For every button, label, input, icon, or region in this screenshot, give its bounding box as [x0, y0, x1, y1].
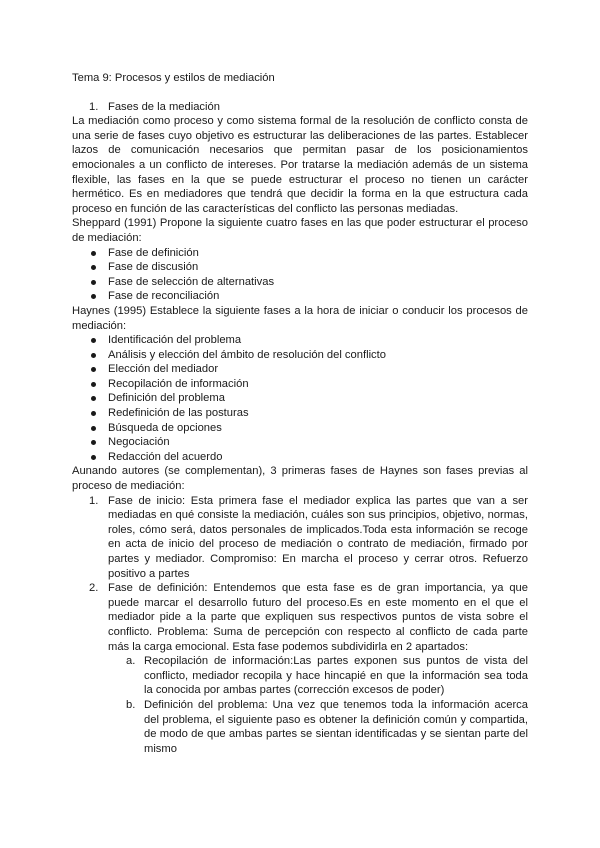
sub-phase-text: Definición del problema: Una vez que tenemos toda la información acerca del problema, el siguiente paso es obtener la definición común y compartida, de modo de que ambas partes se sientan identificadas y se sientan parte del mismo: [144, 698, 528, 755]
haynes-intro: Haynes (1995) Establece la siguiente fases a la hora de iniciar o conducir los procesos de mediación:: [72, 304, 528, 332]
sheppard-list: [72, 246, 528, 304]
bullet-icon: [91, 353, 96, 358]
list-item-text: Definición del problema: [108, 392, 225, 405]
list-item-text: Fase de selección de alternativas: [108, 275, 275, 288]
list-item: [72, 362, 528, 377]
section-number: 1.: [89, 100, 99, 113]
bullet-icon: [91, 280, 96, 285]
list-item-text: Elección del mediador: [108, 363, 219, 376]
list-item-text: Negociación: [108, 436, 170, 449]
bullet-icon: [91, 294, 96, 299]
list-item: [72, 333, 528, 348]
list-item: [72, 348, 528, 363]
document-content: [72, 71, 528, 756]
list-item: [72, 260, 528, 275]
bullet-icon: [91, 265, 96, 270]
phase-number: 1.: [89, 494, 99, 507]
bullet-icon: [91, 396, 96, 401]
bullet-icon: [91, 251, 96, 256]
list-item-text: Redefinición de las posturas: [108, 407, 249, 420]
sub-phase-item: [108, 654, 528, 698]
section-list: [72, 100, 528, 115]
sub-phase-letter: b.: [126, 698, 136, 711]
sub-phase-item: [108, 698, 528, 756]
list-item: [72, 275, 528, 290]
bullet-icon: [91, 440, 96, 445]
section-heading: [72, 100, 528, 115]
list-item-text: Redacción del acuerdo: [108, 450, 223, 463]
sub-phase-letter: a.: [126, 655, 136, 668]
list-item-text: Fase de discusión: [108, 261, 199, 274]
list-item-text: Identificación del problema: [108, 334, 242, 347]
bullet-icon: [91, 367, 96, 372]
sheppard-intro: Sheppard (1991) Propone la siguiente cuatro fases en las que poder estructurar el proceso de mediación:: [72, 217, 528, 244]
list-item: [72, 450, 528, 465]
list-item: [72, 421, 528, 436]
section-heading-text: Fases de la mediación: [108, 100, 220, 113]
phase-item: [72, 494, 528, 582]
bullet-icon: [91, 411, 96, 416]
list-item: [72, 435, 528, 450]
bullet-icon: [91, 426, 96, 431]
haynes-list: [72, 333, 528, 464]
list-item: [72, 406, 528, 421]
sub-phase-text: Recopilación de información:Las partes exponen sus puntos de vista del conflicto, mediador recopila y hace hincapié en que la información sea toda la conocida por ambas partes (corrección excesos de poder): [144, 655, 528, 697]
list-item-text: Recopilación de información: [108, 377, 249, 390]
bullet-icon: [91, 382, 96, 387]
phase-text: Fase de definición: Entendemos que esta fase es de gran importancia, ya que puede marcar el desarrollo futuro del proceso.Es en este momento en el que el mediador pide a la parte que expliquen sus respectivos puntos de vista sobre el conflicto. Problema: Suma de percepción con respecto al conflicto de cada parte más la carga emocional. Esta fase podemos subdividirla en 2 apartados:: [108, 582, 528, 653]
list-item-text: Búsqueda de opciones: [108, 421, 222, 434]
bullet-icon: [91, 338, 96, 343]
list-item-text: Fase de definición: [108, 246, 199, 259]
phase-number: 2.: [89, 582, 99, 595]
bullet-icon: [91, 455, 96, 460]
list-item: [72, 289, 528, 304]
aunando-paragraph: Aunando autores (se complementan), 3 primeras fases de Haynes son fases previas al proceso de mediación:: [72, 465, 528, 493]
list-item-text: Fase de reconciliación: [108, 290, 220, 303]
document-title: Tema 9: Procesos y estilos de mediación: [72, 72, 275, 84]
list-item: [72, 391, 528, 406]
phase-item: [72, 581, 528, 756]
phase-text: Fase de inicio: Esta primera fase el mediador explica las partes que van a ser mediadas en qué consiste la mediación, cuáles son sus principios, objetivo, normas, roles, cómo será, datos personales de implicados.Toda esta información se recoge en acta de inicio del proceso de mediación o contrato de mediación, firmado por partes y mediador. Compromiso: En marcha el proceso y cerrar otros. Refuerzo positivo a partes: [108, 494, 528, 580]
list-item: [72, 246, 528, 261]
sub-phases-list: [108, 654, 528, 756]
list-item: [72, 377, 528, 392]
phases-list: [72, 494, 528, 757]
intro-paragraph: La mediación como proceso y como sistema formal de la resolución de conflicto consta de una serie de fases cuyo objetivo es estructurar las deliberaciones de las partes. Establecer lazos de comunicación necesarios que permitan pasar de los posicionamientos emocionales a un conflicto de intereses. Por tratarse la mediación además de un sistema flexible, las fases en la que se puede estructurar el proceso no tienen un carácter hermético. Es en mediadores que tendrá que decidir la forma en la que estructura cada proceso en función de las características del conflicto las personas mediadas.: [72, 115, 528, 215]
list-item-text: Análisis y elección del ámbito de resolución del conflicto: [108, 348, 386, 361]
